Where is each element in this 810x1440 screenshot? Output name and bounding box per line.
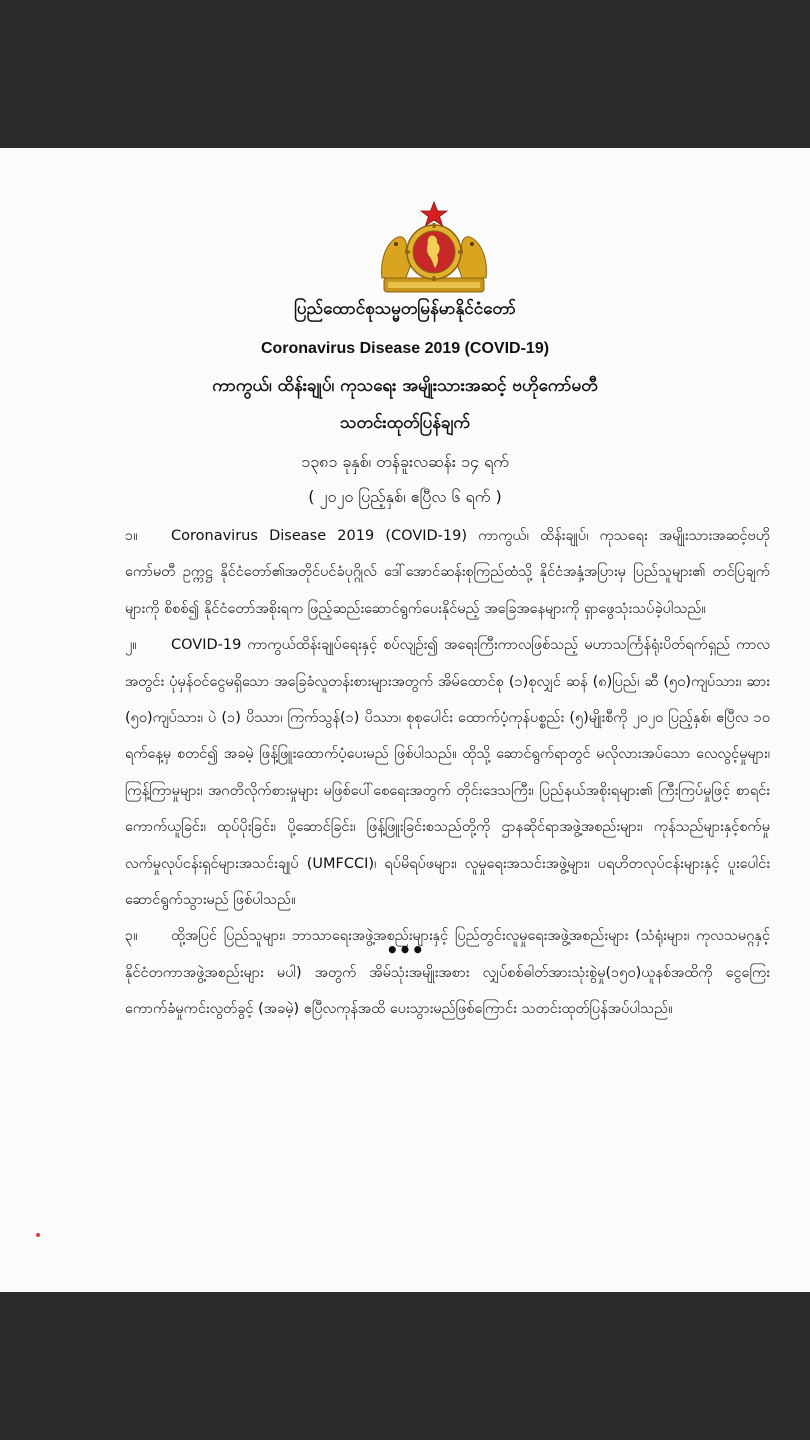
paragraph-number: ၂။ bbox=[125, 637, 137, 654]
country-title: ပြည်ထောင်စုသမ္မတမြန်မာနိုင်ငံတော် bbox=[294, 299, 516, 319]
paragraph-1 bbox=[125, 518, 770, 627]
paragraph-text: COVID-19 ကာကွယ်ထိန်းချုပ်ရေးနှင့် စပ်လျဉ်း၍ အရေးကြီးကာလဖြစ်သည့် မဟာသင်္ကြန်ရုံးပိတ်ရက်ရှည် ကာလအတွင်း ပုံမှန်ဝင်ငွေမရှိသော အခြေခံလူတန်းစားများအတွက် အိမ်ထောင်စု (၁)စုလျှင် ဆန် (၈)ပြည်၊ ဆီ (၅၀)ကျပ်သား၊ ဆား (၅၀)ကျပ်သား၊ ပဲ (၁) ပိဿာ၊ ကြက်သွန်(၁) ပိဿာ၊ စုစုပေါင်း ထောက်ပံ့ကုန်ပစ္စည်း (၅)မျိုးစီကို ၂၀၂၀ ပြည့်နှစ်၊ ဧပြီလ ၁၀ ရက်နေ့မှ စတင်၍ အခမဲ့ ဖြန့်ဖြူးထောက်ပံ့ပေးမည် ဖြစ်ပါသည်။ ထိုသို့ ဆောင်ရွက်ရာတွင် မလိုလားအပ်သော လေလွင့်မှုများ၊ ကြန့်ကြာမှုများ၊ အဂတိလိုက်စားမှုများ မဖြစ်ပေါ်စေရေးအတွက် တိုင်းဒေသကြီး၊ ပြည်နယ်အစိုးရများ၏ ကြီးကြပ်မှုဖြင့် စာရင်းကောက်ယူခြင်း၊ ထုပ်ပိုးခြင်း၊ ပို့ဆောင်ခြင်း၊ ဖြန့်ဖြူးခြင်းစသည်တို့ကို ဌာနဆိုင်ရာအဖွဲ့အစည်းများ၊ ကုန်သည်များနှင့်စက်မှုလက်မှုလုပ်ငန်းရှင်များအသင်းချုပ် (UMFCCI)၊ ရပ်မိရပ်ဖများ၊ လူမှုရေးအသင်းအဖွဲ့များ၊ ပရဟိတလုပ်ငန်းများနှင့် ပူးပေါင်းဆောင်ရွက်သွားမည် ဖြစ်ပါသည်။ bbox=[125, 637, 770, 909]
paragraph-number: ၁။ bbox=[125, 528, 138, 544]
bottom-frame-bar bbox=[0, 1292, 810, 1440]
document-page bbox=[0, 148, 810, 1292]
paragraph-text: Coronavirus Disease 2019 (COVID-19) ကာကွယ်၊ ထိန်းချုပ်၊ ကုသရေး အမျိုးသားအဆင့်ဗဟိုကော်မတီ ဥက္ကဋ္ဌ နိုင်ငံတော်၏အတိုင်ပင်ခံပုဂ္ဂိုလ် ဒေါ်အောင်ဆန်းစုကြည်ထံသို့ နိုင်ငံအနှံ့အပြားမှ ပြည်သူများ၏ တင်ပြချက်များကို စိစစ်၍ နိုင်ငံတော်အစိုးရက ဖြည့်ဆည်းဆောင်ရွက်ပေးနိုင်မည့် အခြေအနေများကို ရှာဖွေသုံးသပ်ခဲ့ပါသည်။ bbox=[125, 528, 770, 617]
top-frame-bar bbox=[0, 0, 810, 148]
paragraph-number: ၃။ bbox=[125, 928, 138, 945]
paragraph-text: ထို့အပြင် ပြည်သူများ၊ ဘာသာရေးအဖွဲ့အစည်းများနှင့် ပြည်တွင်းလူမှုရေးအဖွဲ့အစည်းများ (သံရုံးများ၊ ကုလသမဂ္ဂနှင့်နိုင်ငံတကာအဖွဲ့အစည်းများ မပါ) အတွက် အိမ်သုံးအမျိုးအစား လျှပ်စစ်ဓါတ်အားသုံးစွဲမှု(၁၅၀)ယူနစ်အထိကို ငွေကြေးကောက်ခံမှုကင်းလွတ်ခွင့် (အခမဲ့) ဧပြီလကုန်အထိ ပေးသွားမည်ဖြစ်ကြောင်း သတင်းထုတ်ပြန်အပ်ပါသည်။ bbox=[125, 928, 770, 1018]
date-gregorian: ( ၂၀၂၀ ပြည့်နှစ်၊ ဧပြီလ ၆ ရက် ) bbox=[308, 487, 502, 506]
stray-mark bbox=[36, 1233, 40, 1237]
state-seal-emblem bbox=[378, 200, 490, 296]
paragraph-2 bbox=[125, 627, 770, 918]
disease-title: Coronavirus Disease 2019 (COVID-19) bbox=[260, 340, 550, 357]
paragraph-3 bbox=[125, 918, 770, 1027]
end-mark: ••• bbox=[385, 938, 425, 962]
committee-title: ကာကွယ်၊ ထိန်းချုပ်၊ ကုသရေး အမျိုးသားအဆင့် ဗဟိုကော်မတီ bbox=[212, 376, 598, 396]
date-myanmar: ၁၃၈၁ ခုနှစ်၊ တန်ခူးလဆန်း ၁၄ ရက် bbox=[301, 452, 509, 471]
document-type: သတင်းထုတ်ပြန်ချက် bbox=[340, 413, 470, 433]
